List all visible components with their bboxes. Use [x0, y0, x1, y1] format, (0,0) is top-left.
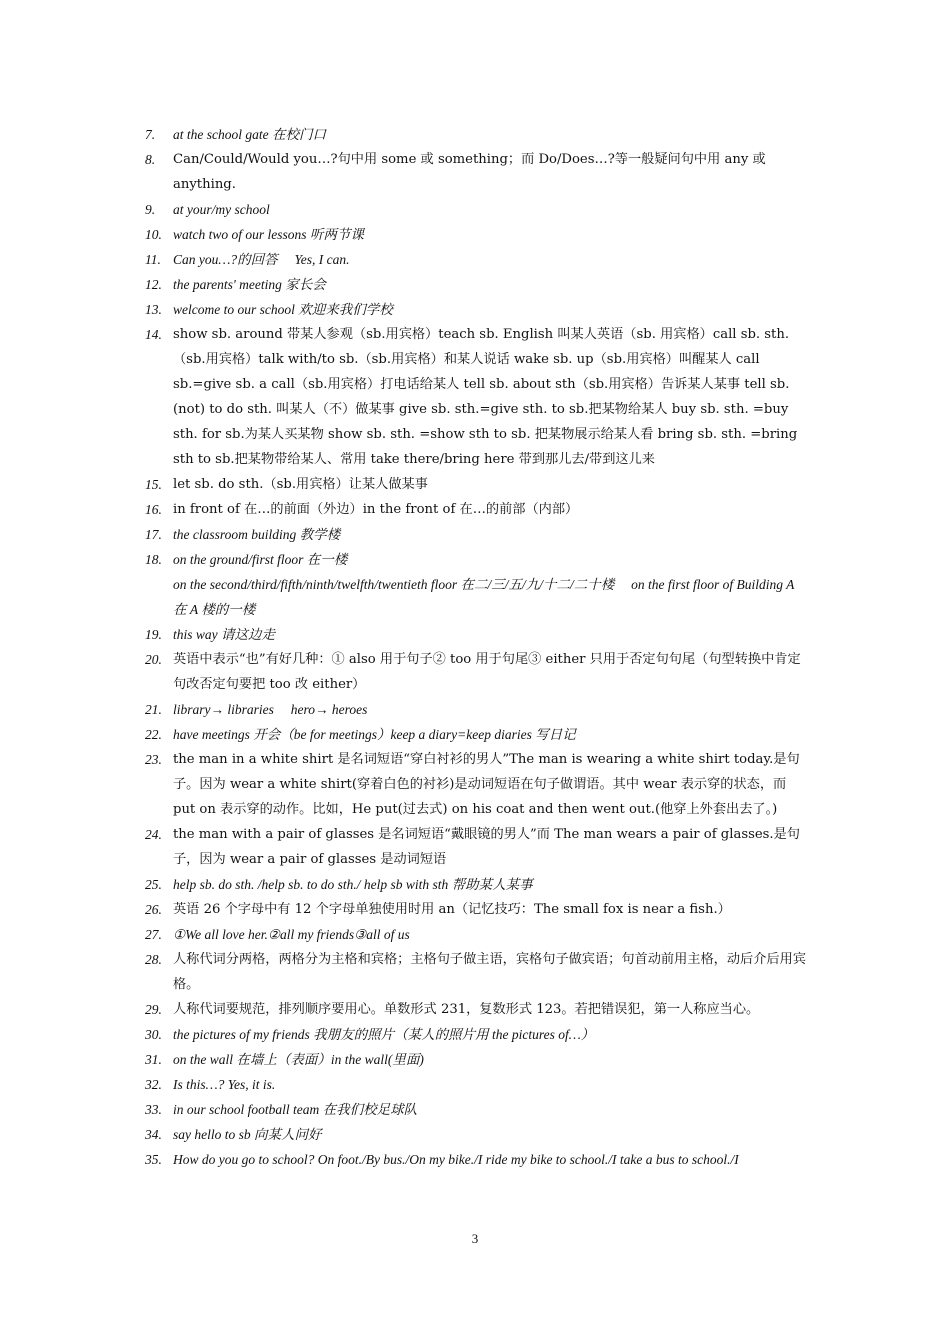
item-number: 17.: [145, 527, 162, 542]
list-item: [145, 1122, 810, 1147]
item-text: say hello to sb 向某人问好: [173, 1127, 322, 1142]
item-text: help sb. do sth. /help sb. to do sth./ help sb with sth 帮助某人某事: [173, 877, 533, 892]
item-number: 32.: [145, 1077, 162, 1092]
item-text: Can/Could/Would you…?句中用 some 或 something；而 Do/Does…?等一般疑问句中用 any 或 anything.: [173, 152, 766, 192]
item-number: 10.: [145, 227, 162, 242]
list-item: [145, 1147, 810, 1172]
item-text: welcome to our school 欢迎来我们学校: [173, 302, 393, 317]
list-item: [145, 497, 810, 522]
item-number: 22.: [145, 727, 162, 742]
item-text: in our school football team 在我们校足球队: [173, 1102, 418, 1117]
item-number: 29.: [145, 1002, 162, 1017]
item-text-line: on the ground/first floor 在一楼: [173, 552, 348, 567]
item-text: 人称代词分两格，两格分为主格和宾格；主格句子做主语，宾格句子做宾语；句首动前用主格，动后介后用宾格。: [173, 952, 806, 992]
list-item: [145, 122, 810, 147]
notes-list: [145, 122, 810, 1172]
list-item: [145, 722, 810, 747]
item-number: 33.: [145, 1102, 162, 1117]
item-number: 11.: [145, 252, 161, 267]
list-item: [145, 322, 810, 472]
item-text: the pictures of my friends 我朋友的照片（某人的照片用 the pictures of…）: [173, 1027, 595, 1042]
item-text: ①We all love her.②all my friends③all of us: [173, 927, 410, 942]
list-item: [145, 822, 810, 872]
item-number: 14.: [145, 327, 162, 342]
item-text: have meetings 开会（be for meetings）keep a diary=keep diaries 写日记: [173, 727, 576, 742]
list-item: [145, 247, 810, 272]
list-item: [145, 297, 810, 322]
item-number: 13.: [145, 302, 162, 317]
list-item: [145, 1022, 810, 1047]
item-text: this way 请这边走: [173, 627, 276, 642]
list-item: [145, 922, 810, 947]
item-number: 26.: [145, 902, 162, 917]
item-text: at the school gate 在校门口: [173, 127, 326, 142]
item-number: 23.: [145, 752, 162, 767]
list-item: [145, 522, 810, 547]
item-text: the classroom building 教学楼: [173, 527, 341, 542]
list-item: [145, 1047, 810, 1072]
item-number: 31.: [145, 1052, 162, 1067]
list-item: [145, 472, 810, 497]
item-text: 英语 26 个字母中有 12 个字母单独使用时用 an（记忆技巧：The small fox is near a fish.）: [173, 902, 731, 917]
item-text: 英语中表示“也”有好几种：① also 用于句子② too 用于句尾③ either 只用于否定句句尾（句型转换中肯定句改否定句要把 too 改 either）: [173, 652, 801, 692]
item-text: watch two of our lessons 听两节课: [173, 227, 364, 242]
list-item: [145, 147, 810, 197]
list-item: [145, 547, 810, 622]
item-number: 27.: [145, 927, 162, 942]
item-number: 8.: [145, 152, 156, 167]
item-number: 25.: [145, 877, 162, 892]
item-text: Can you…?的回答 Yes, I can.: [173, 252, 350, 267]
item-number: 20.: [145, 652, 162, 667]
item-number: 12.: [145, 277, 162, 292]
item-text: the man in a white shirt 是名词短语“穿白衬衫的男人”The man is wearing a white shirt today.是句子。因为 wear a white shirt(穿着白色的衬衫)是动词短语在句子做谓语。其中 wear 表示穿的状态，而 put on 表示穿的动作。比如，He put(过去式) on his coat and then went out.(他穿上外套出去了。): [173, 752, 800, 817]
list-item: [145, 197, 810, 222]
list-item: [145, 697, 810, 722]
item-number: 9.: [145, 202, 156, 217]
item-number: 15.: [145, 477, 162, 492]
item-number: 30.: [145, 1027, 162, 1042]
item-number: 16.: [145, 502, 162, 517]
item-number: 18.: [145, 552, 162, 567]
list-item: [145, 222, 810, 247]
item-text: show sb. around 带某人参观（sb.用宾格）teach sb. English 叫某人英语（sb. 用宾格）call sb. sth.（sb.用宾格）talk with/to sb.（sb.用宾格）和某人说话 wake sb. up（sb.用宾格）叫醒某人 call sb.=give sb. a call（sb.用宾格）打电话给某人 tell sb. about sth（sb.用宾格）告诉某人某事 tell sb. (not) to do sth. 叫某人（不）做某事 give sb. sth.=give sth. to sb.把某物给某人 buy sb. sth. =buy sth. for sb.为某人买某物 show sb. sth. =show sth to sb. 把某物展示给某人看 bring sb. sth. =bring sth to sb.把某物带给某人、常用 take there/bring here 带到那儿去/带到这儿来: [173, 327, 798, 467]
item-text: Is this…? Yes, it is.: [173, 1077, 276, 1092]
item-text-line: on the second/third/fifth/ninth/twelfth/twentieth floor 在二/三/五/九/十二/二十楼 on the first floor of Building A 在 A 楼的一楼: [173, 577, 795, 617]
page-number: 3: [471, 1231, 479, 1246]
item-number: 21.: [145, 702, 162, 717]
list-item: [145, 272, 810, 297]
list-item: [145, 947, 810, 997]
item-text: in front of 在…的前面（外边）in the front of 在…的前部（内部）: [173, 502, 579, 517]
list-item: [145, 997, 810, 1022]
item-text: at your/my school: [173, 202, 270, 217]
item-number: 28.: [145, 952, 162, 967]
item-text: the parents' meeting 家长会: [173, 277, 326, 292]
list-item: [145, 747, 810, 822]
list-item: [145, 1072, 810, 1097]
item-text: [173, 547, 810, 622]
item-number: 7.: [145, 127, 156, 142]
item-text: 人称代词要规范，排列顺序要用心。单数形式 231，复数形式 123。若把错误犯，第一人称应当心。: [173, 1002, 760, 1017]
item-number: 34.: [145, 1127, 162, 1142]
list-item: [145, 872, 810, 897]
item-text: the man with a pair of glasses 是名词短语“戴眼镜的男人”而 The man wears a pair of glasses.是句子，因为 wear a pair of glasses 是动词短语: [173, 827, 800, 867]
item-number: 24.: [145, 827, 162, 842]
item-text: How do you go to school? On foot./By bus./On my bike./I ride my bike to school./I take a bus to school./I: [173, 1152, 739, 1167]
item-number: 19.: [145, 627, 162, 642]
item-text: let sb. do sth.（sb.用宾格）让某人做某事: [173, 477, 428, 492]
list-item: [145, 897, 810, 922]
list-item: [145, 622, 810, 647]
list-item: [145, 647, 810, 697]
item-text: library→ libraries hero→ heroes: [173, 702, 368, 717]
item-number: 35.: [145, 1152, 162, 1167]
item-text: on the wall 在墙上（表面）in the wall(里面): [173, 1052, 424, 1067]
list-item: [145, 1097, 810, 1122]
